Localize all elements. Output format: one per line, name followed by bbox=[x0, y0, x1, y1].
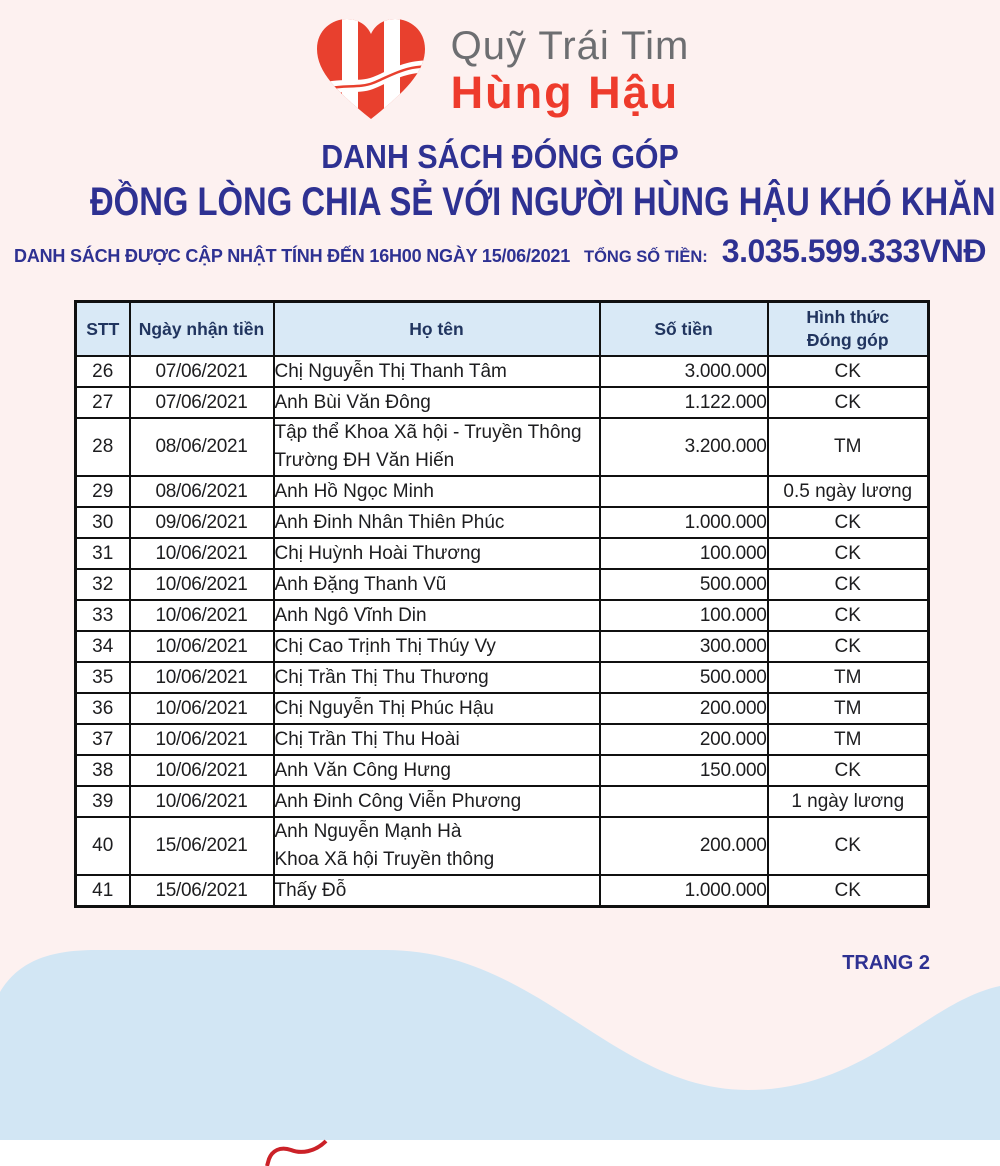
donor-name-line: Chị Nguyễn Thị Phúc Hậu bbox=[274, 697, 494, 719]
row-number: 33 bbox=[76, 600, 130, 631]
row-number: 28 bbox=[76, 418, 130, 476]
row-number: 35 bbox=[76, 662, 130, 693]
donor-name-line: Chị Trần Thị Thu Thương bbox=[274, 666, 489, 688]
column-header-name: Họ tên bbox=[274, 302, 600, 357]
donor-name bbox=[274, 817, 600, 875]
table-row bbox=[76, 786, 929, 817]
donor-name bbox=[274, 693, 600, 724]
donor-name bbox=[274, 724, 600, 755]
brand-name-line1: Quỹ Trái Tim bbox=[450, 23, 690, 68]
donor-name-line: Anh Nguyễn Mạnh Hà bbox=[274, 821, 462, 842]
row-number: 31 bbox=[76, 538, 130, 569]
donation-method: CK bbox=[768, 755, 929, 786]
table-row bbox=[76, 387, 929, 418]
row-number: 32 bbox=[76, 569, 130, 600]
donation-amount: 1.000.000 bbox=[600, 875, 768, 907]
donor-name-line: Anh Bùi Văn Đông bbox=[274, 391, 431, 413]
heart-logo-icon bbox=[311, 16, 431, 124]
column-header-amount: Số tiền bbox=[600, 302, 768, 357]
table-row bbox=[76, 631, 929, 662]
donor-name bbox=[274, 538, 600, 569]
donation-date: 15/06/2021 bbox=[130, 817, 274, 875]
row-number: 40 bbox=[76, 817, 130, 875]
row-number: 36 bbox=[76, 693, 130, 724]
donation-date: 08/06/2021 bbox=[130, 418, 274, 476]
donor-name bbox=[274, 356, 600, 387]
donation-amount: 3.000.000 bbox=[600, 356, 768, 387]
total-label: TỔNG SỐ TIỀN: bbox=[584, 248, 708, 266]
row-number: 37 bbox=[76, 724, 130, 755]
brand-name bbox=[450, 23, 690, 118]
donation-amount: 100.000 bbox=[600, 600, 768, 631]
donation-date: 10/06/2021 bbox=[130, 631, 274, 662]
donation-amount: 200.000 bbox=[600, 724, 768, 755]
page-title: DANH SÁCH ĐÓNG GÓP bbox=[321, 138, 679, 175]
column-header-method-line2: Đóng góp bbox=[806, 330, 889, 350]
donor-name-line: Chị Trần Thị Thu Hoài bbox=[274, 728, 460, 750]
donor-name-line: Tập thể Khoa Xã hội - Truyền Thông bbox=[274, 422, 582, 443]
column-header-method bbox=[768, 302, 929, 357]
donation-date: 10/06/2021 bbox=[130, 538, 274, 569]
total-amount: 3.035.599.333VNĐ bbox=[721, 233, 986, 269]
logo bbox=[0, 16, 1000, 124]
donor-name bbox=[274, 569, 600, 600]
donation-date: 10/06/2021 bbox=[130, 786, 274, 817]
donation-method: 1 ngày lương bbox=[768, 786, 929, 817]
row-number: 38 bbox=[76, 755, 130, 786]
donation-method: CK bbox=[768, 817, 929, 875]
donor-name bbox=[274, 600, 600, 631]
donor-name-line: Thấy Đỗ bbox=[274, 879, 347, 901]
donation-amount: 1.000.000 bbox=[600, 507, 768, 538]
donor-name-line: Chị Cao Trịnh Thị Thúy Vy bbox=[274, 635, 496, 657]
table-header-row bbox=[76, 302, 929, 357]
row-number: 30 bbox=[76, 507, 130, 538]
donation-method: CK bbox=[768, 538, 929, 569]
donation-amount: 3.200.000 bbox=[600, 418, 768, 476]
donation-method: TM bbox=[768, 724, 929, 755]
update-info-row bbox=[0, 233, 1000, 270]
donor-name-line: Anh Đặng Thanh Vũ bbox=[274, 573, 447, 595]
donor-name bbox=[274, 875, 600, 907]
table-row bbox=[76, 418, 929, 476]
donation-amount: 200.000 bbox=[600, 693, 768, 724]
donor-name bbox=[274, 755, 600, 786]
column-header-method-line1: Hình thức bbox=[806, 307, 890, 327]
table-row bbox=[76, 356, 929, 387]
donation-method: CK bbox=[768, 600, 929, 631]
donation-amount: 150.000 bbox=[600, 755, 768, 786]
donor-name-line: Anh Đinh Công Viễn Phương bbox=[274, 790, 522, 812]
table-row bbox=[76, 600, 929, 631]
donation-date: 10/06/2021 bbox=[130, 569, 274, 600]
row-number: 41 bbox=[76, 875, 130, 907]
donor-name-line: Anh Hồ Ngọc Minh bbox=[274, 480, 434, 502]
donor-name bbox=[274, 387, 600, 418]
donation-date: 10/06/2021 bbox=[130, 724, 274, 755]
donation-amount: 500.000 bbox=[600, 662, 768, 693]
page-subtitle: ĐỒNG LÒNG CHIA SẺ VỚI NGƯỜI HÙNG HẬU KHÓ KHĂN bbox=[90, 180, 996, 224]
donation-method: CK bbox=[768, 875, 929, 907]
donation-date: 10/06/2021 bbox=[130, 755, 274, 786]
donation-amount: 500.000 bbox=[600, 569, 768, 600]
donation-table bbox=[74, 300, 930, 908]
donation-method: TM bbox=[768, 418, 929, 476]
donor-name-line: Trường ĐH Văn Hiến bbox=[274, 450, 455, 471]
donor-name bbox=[274, 476, 600, 507]
table-row bbox=[76, 569, 929, 600]
donation-method: TM bbox=[768, 693, 929, 724]
table-row bbox=[76, 724, 929, 755]
donor-name-line: Chị Huỳnh Hoài Thương bbox=[274, 542, 481, 564]
donation-date: 10/06/2021 bbox=[130, 600, 274, 631]
donor-name bbox=[274, 662, 600, 693]
donation-date: 10/06/2021 bbox=[130, 662, 274, 693]
donation-amount bbox=[600, 786, 768, 817]
donor-name bbox=[274, 631, 600, 662]
donor-name-line: Anh Văn Công Hưng bbox=[274, 759, 451, 781]
donation-date: 07/06/2021 bbox=[130, 356, 274, 387]
table-row bbox=[76, 476, 929, 507]
table-row bbox=[76, 538, 929, 569]
row-number: 27 bbox=[76, 387, 130, 418]
donor-name bbox=[274, 418, 600, 476]
donation-method: CK bbox=[768, 507, 929, 538]
table-row bbox=[76, 875, 929, 907]
donor-name-line: Khoa Xã hội Truyền thông bbox=[274, 849, 495, 870]
donor-name-line: Chị Nguyễn Thị Thanh Tâm bbox=[274, 360, 507, 382]
donation-method: TM bbox=[768, 662, 929, 693]
row-number: 26 bbox=[76, 356, 130, 387]
column-header-date: Ngày nhận tiền bbox=[130, 302, 274, 357]
donor-name bbox=[274, 507, 600, 538]
donation-date: 09/06/2021 bbox=[130, 507, 274, 538]
brand-name-line2: Hùng Hậu bbox=[450, 66, 680, 118]
column-header-stt: STT bbox=[76, 302, 130, 357]
donation-amount: 300.000 bbox=[600, 631, 768, 662]
donation-amount bbox=[600, 476, 768, 507]
donation-method: CK bbox=[768, 631, 929, 662]
table-row bbox=[76, 693, 929, 724]
row-number: 34 bbox=[76, 631, 130, 662]
row-number: 39 bbox=[76, 786, 130, 817]
donor-name bbox=[274, 786, 600, 817]
donation-method: CK bbox=[768, 569, 929, 600]
table-row bbox=[76, 507, 929, 538]
donation-method: CK bbox=[768, 387, 929, 418]
update-note: DANH SÁCH ĐƯỢC CẬP NHẬT TÍNH ĐẾN 16H00 NGÀY 15/06/2021 bbox=[14, 246, 571, 266]
donation-amount: 200.000 bbox=[600, 817, 768, 875]
donor-name-line: Anh Đinh Nhân Thiên Phúc bbox=[274, 511, 505, 533]
donation-date: 10/06/2021 bbox=[130, 693, 274, 724]
table-row bbox=[76, 755, 929, 786]
page-number: TRANG 2 bbox=[842, 952, 930, 974]
table-row bbox=[76, 817, 929, 875]
donation-date: 07/06/2021 bbox=[130, 387, 274, 418]
donation-method: 0.5 ngày lương bbox=[768, 476, 929, 507]
donation-method: CK bbox=[768, 356, 929, 387]
donation-date: 15/06/2021 bbox=[130, 875, 274, 907]
donation-date: 08/06/2021 bbox=[130, 476, 274, 507]
donation-amount: 100.000 bbox=[600, 538, 768, 569]
donation-amount: 1.122.000 bbox=[600, 387, 768, 418]
table-row bbox=[76, 662, 929, 693]
donor-name-line: Anh Ngô Vĩnh Din bbox=[274, 604, 427, 626]
row-number: 29 bbox=[76, 476, 130, 507]
